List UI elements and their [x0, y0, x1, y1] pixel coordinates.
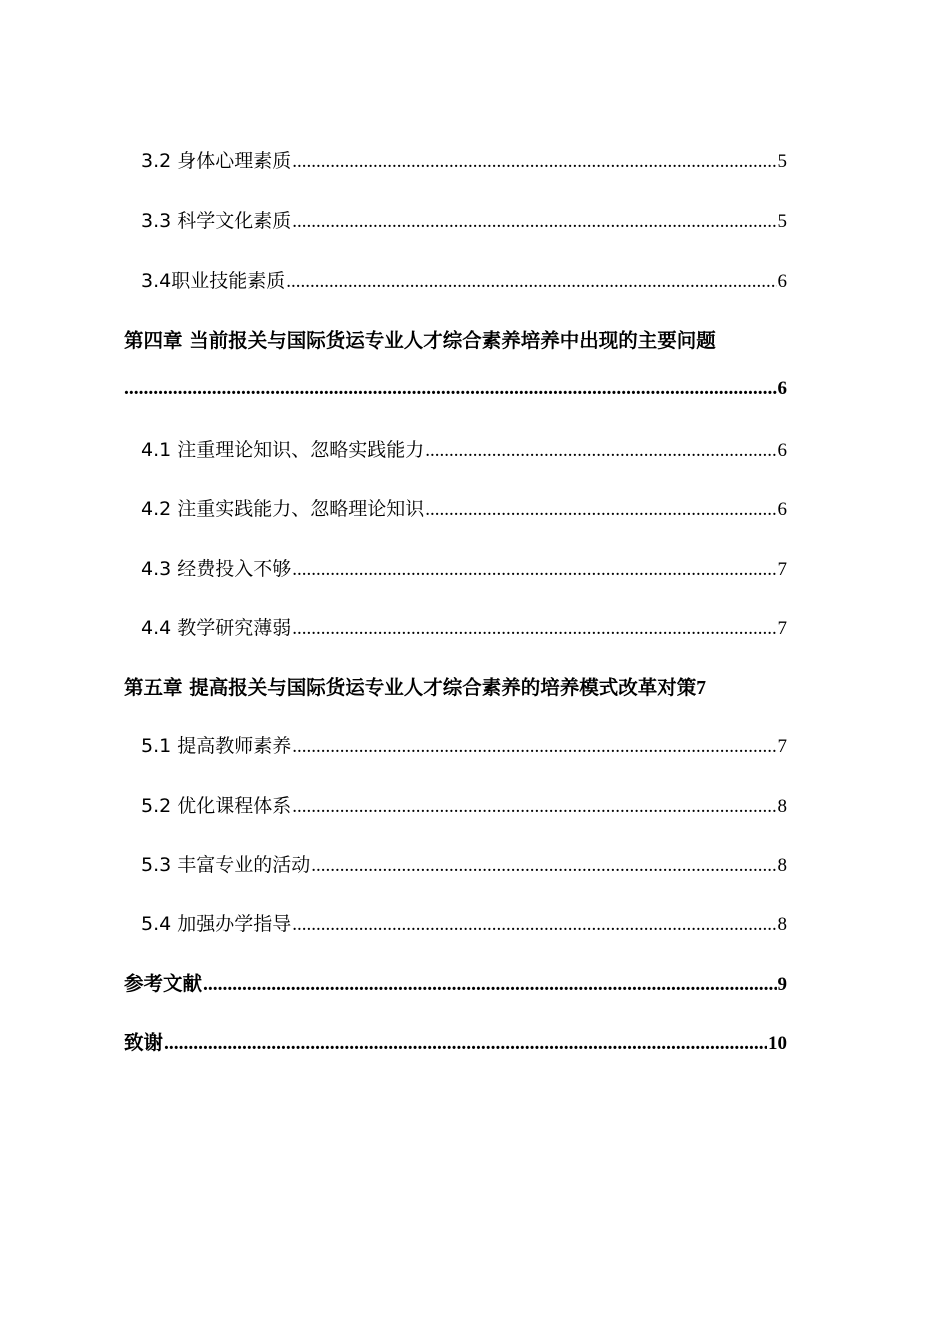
toc-page-number: 6: [777, 499, 787, 520]
toc-page-number: 8: [777, 855, 787, 876]
dot-leader: [292, 794, 776, 820]
dot-leader: [292, 149, 776, 175]
toc-entry-5-2[interactable]: [141, 793, 787, 820]
toc-entry-label: 参考文献: [124, 972, 203, 995]
toc-page-number: 6: [777, 440, 787, 461]
toc-entry-4-4[interactable]: [141, 615, 787, 642]
toc-page-number: 5: [777, 151, 787, 172]
toc-entry-5-4[interactable]: [141, 911, 787, 938]
toc-entry-label: 5.3 丰富专业的活动: [141, 854, 311, 876]
toc-page-number: 6: [777, 271, 787, 292]
toc-page-number: 9: [777, 974, 787, 995]
toc-entry-label: 5.1 提高教师素养: [141, 735, 292, 757]
dot-leader: [292, 734, 776, 760]
toc-entry-3-3[interactable]: [141, 208, 787, 235]
dot-leader: [292, 912, 776, 938]
toc-entry-3-4[interactable]: [141, 268, 787, 295]
toc-page-number: 7: [777, 736, 787, 757]
toc-page-number: 7: [696, 678, 707, 699]
dot-leader: [292, 209, 776, 235]
toc-entry-label: 5.2 优化课程体系: [141, 795, 292, 817]
toc-entry-acknowledgements[interactable]: [124, 1030, 787, 1057]
toc-entry-label: 3.2 身体心理素质: [141, 150, 292, 172]
toc-page-number: 8: [777, 914, 787, 935]
toc-entry-label: 4.1 注重理论知识、忽略实践能力: [141, 439, 425, 461]
dot-leader: [425, 438, 776, 464]
toc-chapter-4-title[interactable]: 第四章 当前报关与国际货运专业人才综合素养培养中出现的主要问题: [124, 329, 716, 352]
toc-entry-label: 3.4职业技能素质: [141, 270, 286, 292]
toc-entry-5-3[interactable]: [141, 852, 787, 879]
dot-leader: [124, 376, 777, 402]
toc-page-number: 7: [777, 618, 787, 639]
toc-entry-label: 4.2 注重实践能力、忽略理论知识: [141, 498, 425, 520]
toc-entry-label: 4.4 教学研究薄弱: [141, 617, 292, 639]
dot-leader: [292, 557, 776, 583]
toc-page-number: 8: [777, 796, 787, 817]
dot-leader: [292, 616, 776, 642]
toc-entry-label: 5.4 加强办学指导: [141, 913, 292, 935]
toc-entry-references[interactable]: [124, 971, 787, 998]
toc-entry-4-2[interactable]: [141, 496, 787, 523]
toc-entry-3-2[interactable]: [141, 148, 787, 175]
toc-entry-4-1[interactable]: [141, 437, 787, 464]
toc-entry-label: 4.3 经费投入不够: [141, 558, 292, 580]
toc-chapter-4-leader-row[interactable]: [124, 376, 787, 402]
toc-entry-label: 致谢: [124, 1031, 164, 1054]
dot-leader: [286, 269, 776, 295]
toc-chapter-5[interactable]: [124, 675, 706, 702]
toc-entry-label: 第五章 提高报关与国际货运专业人才综合素养的培养模式改革对策: [124, 676, 697, 699]
toc-entry-label: 3.3 科学文化素质: [141, 210, 292, 232]
dot-leader: [425, 497, 776, 523]
dot-leader: [203, 972, 776, 998]
toc-page-number: 7: [777, 559, 787, 580]
dot-leader: [164, 1031, 767, 1057]
toc-page-number: 6: [777, 378, 787, 399]
toc-entry-5-1[interactable]: [141, 733, 787, 760]
toc-page-number: 10: [768, 1033, 787, 1054]
dot-leader: [311, 853, 776, 879]
toc-page-number: 5: [777, 211, 787, 232]
toc-entry-4-3[interactable]: [141, 556, 787, 583]
